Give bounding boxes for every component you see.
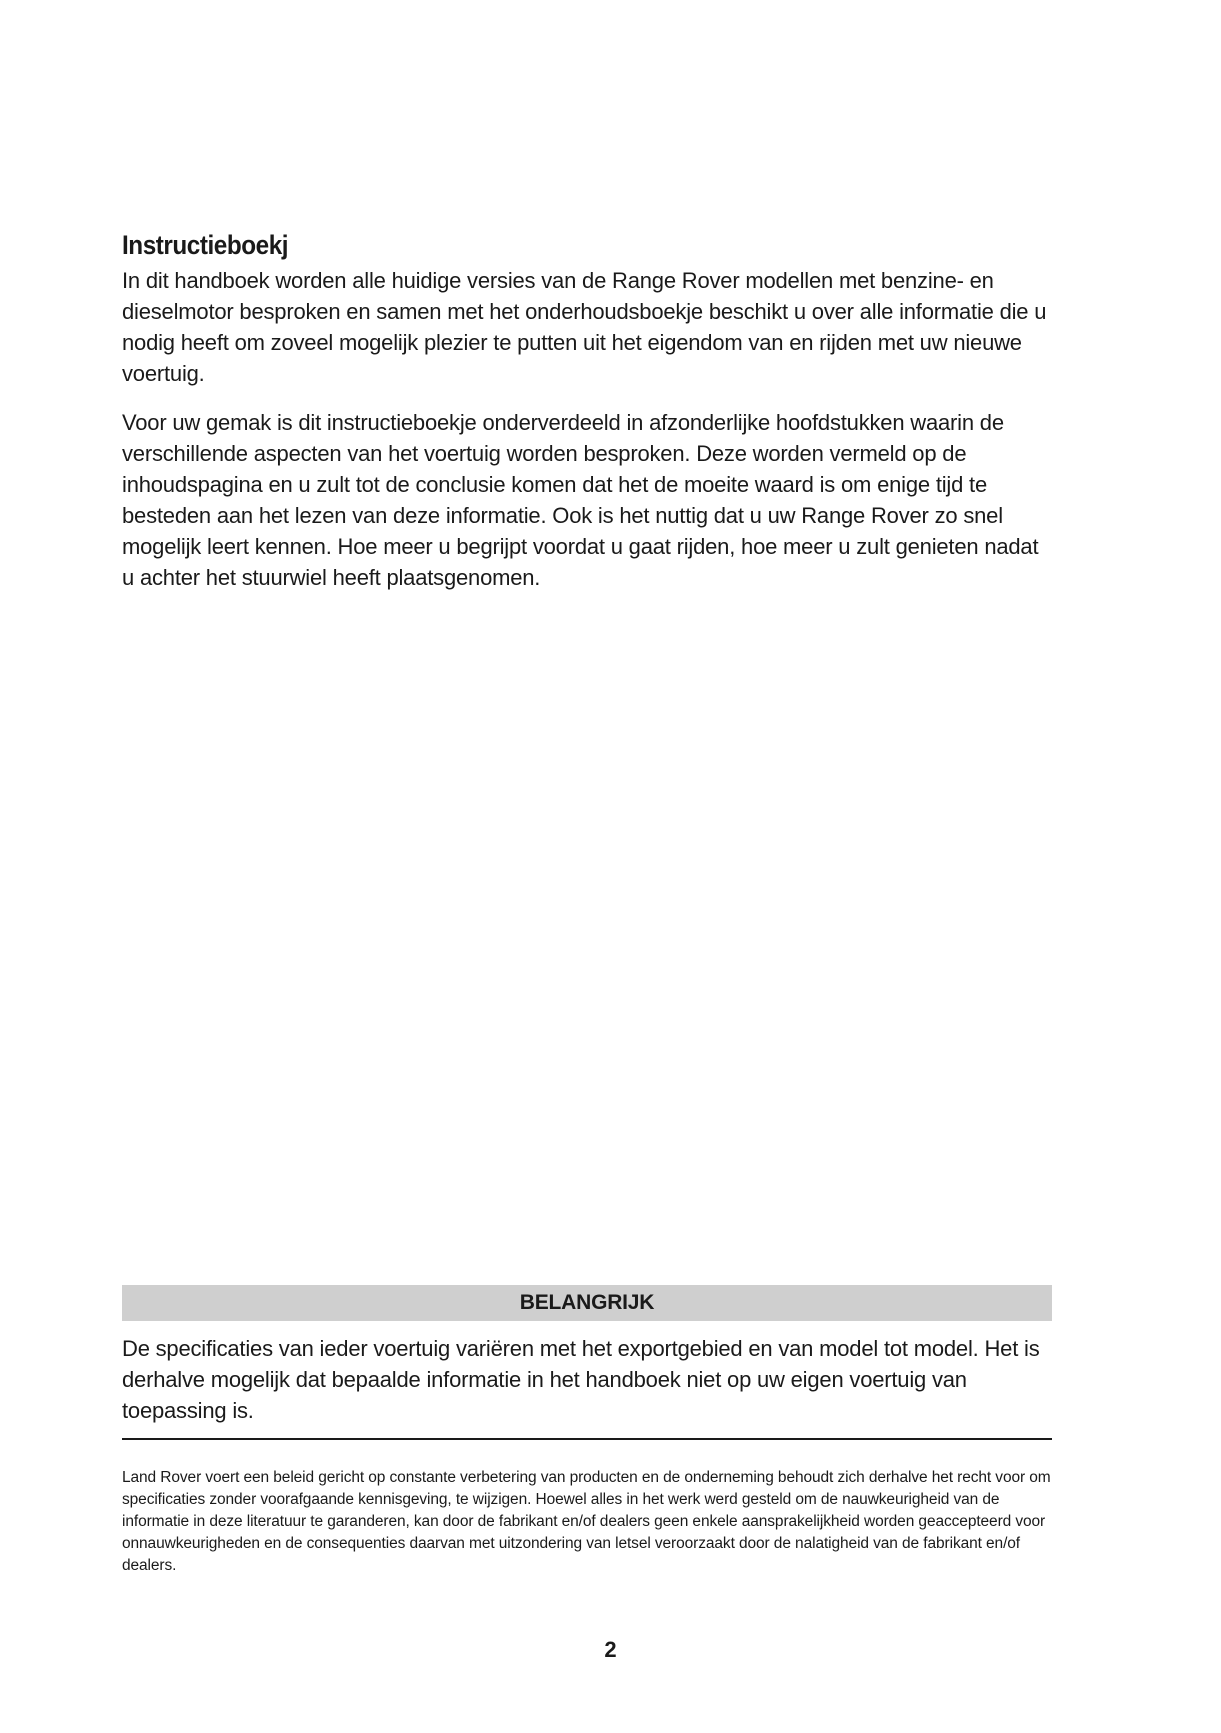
intro-paragraph-2: Voor uw gemak is dit instructieboekje onderverdeeld in afzonderlijke hoofdstukken waarin de verschillende aspecten van het voertuig worden besproken. Deze worden vermeld op de inhoudspagina en u zult tot de conclusie komen dat het de moeite waard is om enige tijd te besteden aan het lezen van deze informatie. Ook is het nuttig dat u uw Range Rover zo snel mogelijk leert kennen. Hoe meer u begrijpt voordat u gaat rijden, hoe meer u zult genieten nadat u achter het stuurwiel heeft plaatsgenomen. — [122, 410, 1039, 590]
important-text: De specificaties van ieder voertuig variëren met het exportgebied en van model tot model. Het is derhalve mogelijk dat bepaalde informatie in het handboek niet op uw eigen voertuig van toepassing is. — [122, 1336, 1040, 1423]
important-notice — [122, 1285, 1052, 1440]
intro-section — [122, 230, 1052, 611]
intro-paragraph-1: In dit handboek worden alle huidige versies van de Range Rover modellen met benzine- en dieselmotor besproken en samen met het onderhoudsboekje beschikt u over alle informatie die u nodig heeft om zoveel mogelijk plezier te putten uit het eigendom van en rijden met uw nieuwe voertuig. — [122, 268, 1047, 386]
section-title: Instructieboekj — [122, 230, 289, 260]
important-label: BELANGRIJK — [122, 1285, 1052, 1321]
divider — [122, 1438, 1052, 1440]
disclaimer-text: Land Rover voert een beleid gericht op constante verbetering van producten en de onderneming behoudt zich derhalve het recht voor om specificaties zonder voorafgaande kennisgeving, te wijzigen. Hoewel alles in het werk werd gesteld om de nauwkeurigheid van de informatie in deze literatuur te garanderen, kan door de fabrikant en/of dealers geen enkele aansprakelijkheid worden geaccepteerd voor onnauwkeurigheden en de consequenties daarvan met uitzondering van letsel veroorzaakt door de nalatigheid van de fabrikant en/of dealers. — [122, 1469, 1051, 1574]
page-number: 2 — [604, 1637, 617, 1662]
